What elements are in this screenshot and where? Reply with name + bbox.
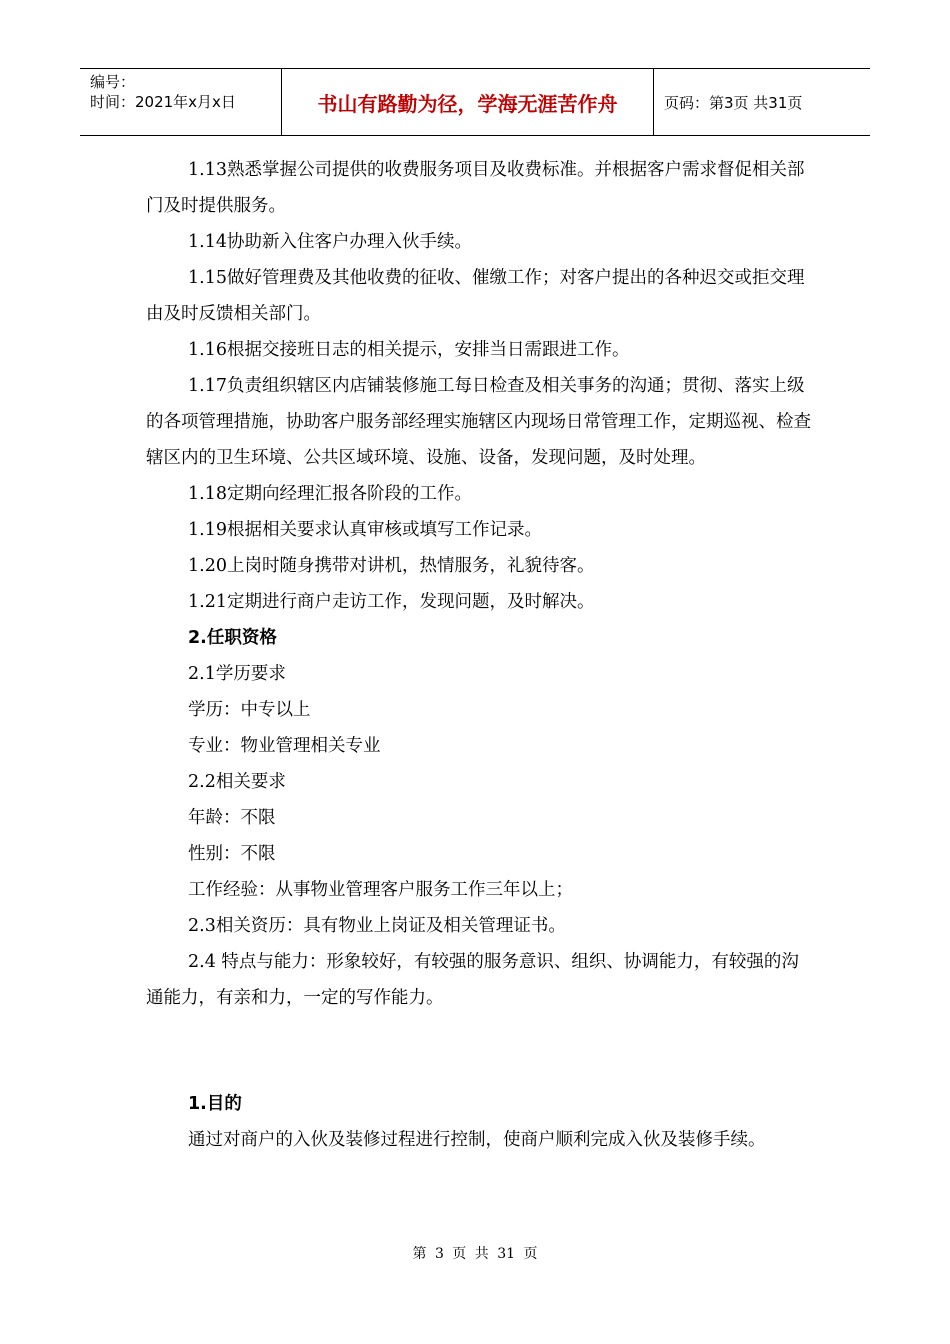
paragraph: 通过对商户的入伙及装修过程进行控制，使商户顺利完成入伙及装修手续。 xyxy=(188,1130,766,1150)
page-header xyxy=(80,68,870,136)
document-body xyxy=(146,152,816,1158)
time-label: 时间：2021年x月x日 xyxy=(90,93,236,111)
list-item: 专业：物业管理相关专业 xyxy=(188,736,381,756)
list-item: 2.1学历要求 xyxy=(188,664,286,684)
paragraph: 1.17负责组织辖区内店铺装修施工每日检查及相关事务的沟通；贯彻、落实上级的各项管理措施，协助客户服务部经理实施辖区内现场日常管理工作，定期巡视、检查辖区内的卫生环境、公共区域环境、设施、设备，发现问题，及时处理。 xyxy=(146,376,811,468)
header-meta xyxy=(80,69,282,135)
number-label: 编号： xyxy=(90,73,136,91)
list-item: 工作经验：从事物业管理客户服务工作三年以上； xyxy=(188,880,573,900)
paragraph: 1.20上岗时随身携带对讲机，热情服务，礼貌待客。 xyxy=(188,556,595,576)
paragraph: 1.16根据交接班日志的相关提示，安排当日需跟进工作。 xyxy=(188,340,630,360)
page-footer: 第 3 页 共 31 页 xyxy=(412,1246,538,1262)
paragraph: 2.4 特点与能力：形象较好，有较强的服务意识、组织、协调能力，有较强的沟通能力，有亲和力，一定的写作能力。 xyxy=(146,952,799,1008)
list-item: 性别：不限 xyxy=(188,844,276,864)
spacer xyxy=(146,1016,816,1086)
header-page-info: 页码：第3页 共31页 xyxy=(664,93,803,112)
paragraph: 1.19根据相关要求认真审核或填写工作记录。 xyxy=(188,520,542,540)
header-motto: 书山有路勤为径，学海无涯苦作舟 xyxy=(282,69,654,135)
paragraph: 1.21定期进行商户走访工作，发现问题，及时解决。 xyxy=(188,592,595,612)
paragraph: 1.15做好管理费及其他收费的征收、催缴工作；对客户提出的各种迟交或拒交理由及时反馈相关部门。 xyxy=(146,268,805,324)
section-heading: 1.目的 xyxy=(188,1094,242,1114)
list-item: 2.3相关资历：具有物业上岗证及相关管理证书。 xyxy=(188,916,566,936)
paragraph: 1.14协助新入住客户办理入伙手续。 xyxy=(188,232,472,252)
paragraph: 1.13熟悉掌握公司提供的收费服务项目及收费标准。并根据客户需求督促相关部门及时提供服务。 xyxy=(146,160,805,216)
section-heading: 2.任职资格 xyxy=(188,628,277,648)
list-item: 学历：中专以上 xyxy=(188,700,311,720)
paragraph: 1.18定期向经理汇报各阶段的工作。 xyxy=(188,484,472,504)
list-item: 2.2相关要求 xyxy=(188,772,286,792)
list-item: 年龄：不限 xyxy=(188,808,276,828)
